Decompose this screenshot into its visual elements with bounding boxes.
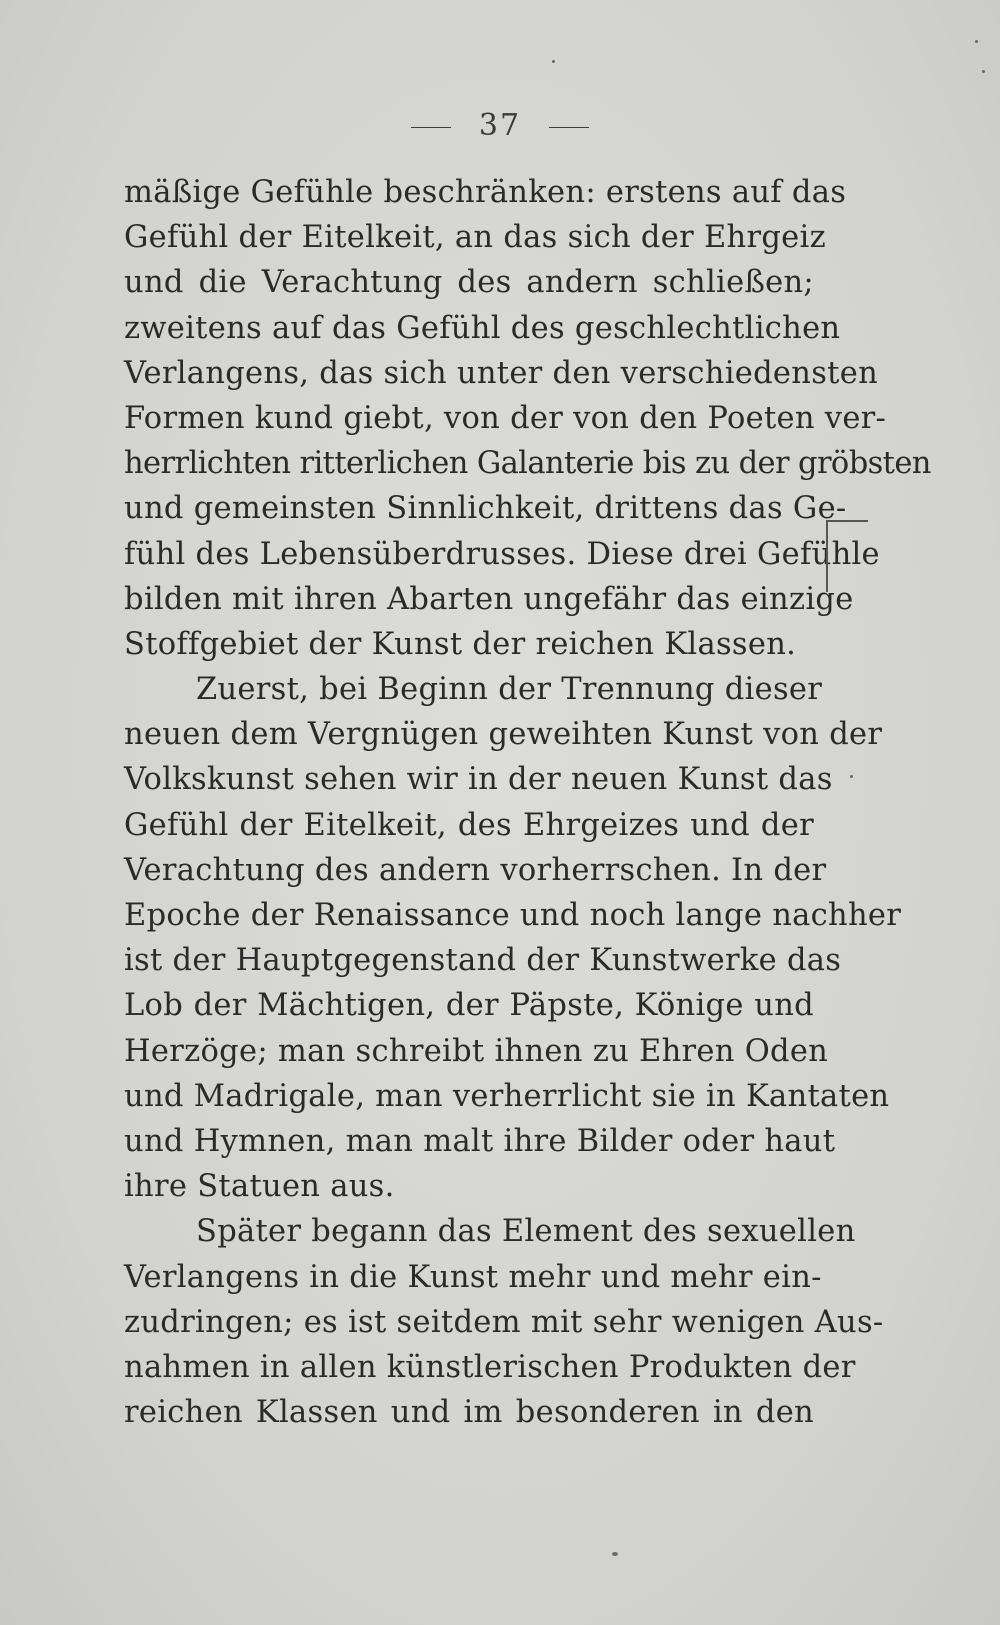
text-line: Zuerst, bei Beginn der Trennung dieser — [196, 672, 823, 708]
page-header — [0, 108, 1000, 143]
text-line: Verlangens, das sich unter den verschiedensten — [124, 355, 879, 391]
text-line: und die Verachtung des andern schließen; — [124, 265, 814, 301]
text-line: zudringen; es ist seitdem mit sehr wenigen Aus- — [124, 1304, 884, 1340]
text-line: reichen Klassen und im besonderen in den — [124, 1395, 814, 1431]
text-line: ist der Hauptgegenstand der Kunstwerke das — [124, 943, 842, 979]
paper-speck — [552, 60, 555, 63]
text-line: Volkskunst sehen wir in der neuen Kunst das — [124, 762, 833, 798]
text-line: ihre Statuen aus. — [124, 1169, 395, 1205]
right-dash — [549, 127, 589, 128]
text-line: herrlichten ritterlichen Galanterie bis zu der gröbsten — [124, 446, 931, 482]
page-number: 37 — [478, 108, 522, 143]
paper-speck — [612, 1552, 618, 1556]
paper-speck — [982, 70, 985, 73]
text-line: neuen dem Vergnügen geweihten Kunst von der — [124, 717, 883, 753]
text-line: und Madrigale, man verherrlicht sie in Kantaten — [124, 1078, 890, 1114]
text-line: fühl des Lebensüberdrusses. Diese drei Gefühle — [124, 536, 880, 572]
text-line: Formen kund giebt, von der von den Poeten ver- — [124, 400, 887, 436]
text-line: Verachtung des andern vorherrschen. In der — [124, 852, 827, 888]
paper-speck — [975, 40, 978, 43]
paper-speck — [850, 775, 853, 778]
text-line: Später begann das Element des sexuellen — [196, 1214, 856, 1250]
body-text — [124, 170, 931, 1435]
text-line: Herzöge; man schreibt ihnen zu Ehren Oden — [124, 1033, 829, 1069]
text-line: nahmen in allen künstlerischen Produkten der — [124, 1349, 856, 1385]
text-line: Epoche der Renaissance und noch lange nachher — [124, 898, 902, 933]
text-line: bilden mit ihren Abarten ungefähr das einzige — [124, 581, 854, 617]
text-line: zweitens auf das Gefühl des geschlechtlichen — [124, 310, 841, 346]
text-line: Gefühl der Eitelkeit, an das sich der Ehrgeiz — [124, 220, 826, 256]
text-line: und gemeinsten Sinnlichkeit, drittens das Ge- — [124, 491, 847, 527]
text-line: Gefühl der Eitelkeit, des Ehrgeizes und der — [124, 807, 814, 843]
text-line: Lob der Mächtigen, der Päpste, Könige und — [124, 988, 814, 1024]
margin-bracket-mark — [826, 520, 872, 592]
text-line: und Hymnen, man malt ihre Bilder oder haut — [124, 1123, 836, 1159]
text-line: Verlangens in die Kunst mehr und mehr ein- — [124, 1259, 822, 1295]
text-line: mäßige Gefühle beschränken: erstens auf das — [124, 175, 847, 210]
left-dash — [411, 127, 451, 128]
text-line: Stoffgebiet der Kunst der reichen Klassen. — [124, 626, 797, 662]
